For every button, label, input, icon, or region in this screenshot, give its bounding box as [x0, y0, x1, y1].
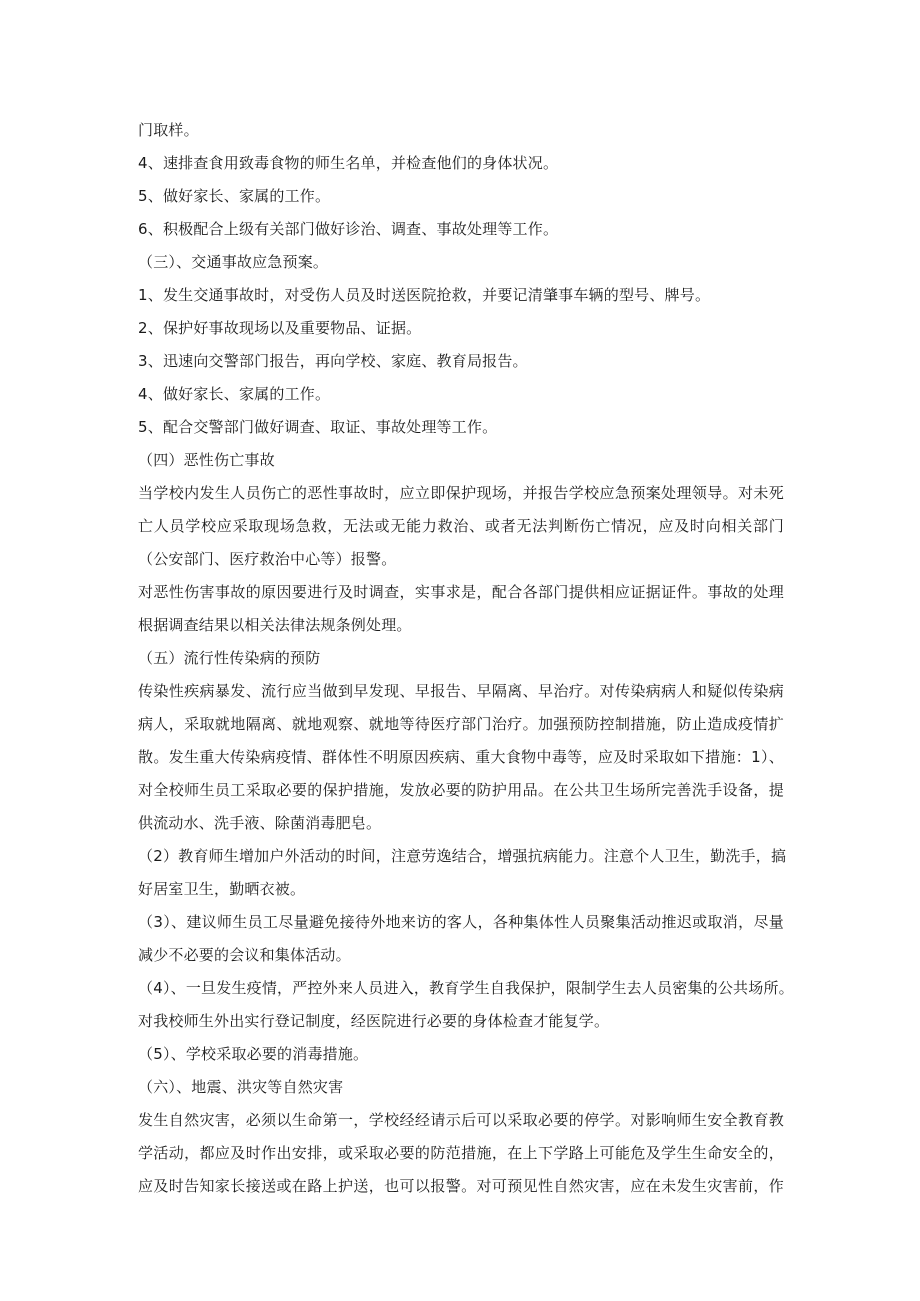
text-line: 4、速排查食用致毒食物的师生名单，并检查他们的身体状况。	[138, 154, 559, 172]
section-heading: （四）恶性伤亡事故	[138, 451, 275, 469]
section-heading: （三）、交通事故应急预案。	[138, 253, 329, 271]
text-line: 学活动，都应及时作出安排，或采取必要的防范措施，在上下学路上可能危及学生生命安全的，	[138, 1144, 784, 1162]
text-line: 应及时告知家长接送或在路上护送，也可以报警。对可预见性自然灾害，应在未发生灾害前，作	[138, 1177, 784, 1195]
text-line: 4、做好家长、家属的工作。	[138, 385, 331, 403]
text-line: 根据调查结果以相关法律法规条例处理。	[138, 616, 412, 634]
text-line: 对我校师生外出实行登记制度，经医院进行必要的身体检查才能复学。	[138, 1012, 610, 1030]
text-line: 6、积极配合上级有关部门做好诊治、调查、事故处理等工作。	[138, 220, 559, 238]
text-line: 3、迅速向交警部门报告，再向学校、家庭、教育局报告。	[138, 352, 528, 370]
text-line: （4）、一旦发生疫情，严控外来人员进入，教育学生自我保护，限制学生去人员密集的公共场所。	[138, 979, 794, 997]
text-line: 当学校内发生人员伤亡的恶性事故时，应立即保护现场，并报告学校应急预案处理领导。对未死	[138, 484, 784, 502]
text-line: 对恶性伤害事故的原因要进行及时调查，实事求是，配合各部门提供相应证据证件。事故的处理	[138, 583, 784, 601]
text-line: 好居室卫生，勤晒衣被。	[138, 880, 306, 898]
text-line: 传染性疾病暴发、流行应当做到早发现、早报告、早隔离、早治疗。对传染病病人和疑似传染病	[138, 682, 784, 700]
section-heading: （五）流行性传染病的预防	[138, 649, 321, 667]
text-line: 发生自然灾害，必须以生命第一，学校经经请示后可以采取必要的停学。对影响师生安全教育教	[138, 1111, 784, 1129]
text-line: 门取样。	[138, 121, 199, 139]
text-line: （2）教育师生增加户外活动的时间，注意劳逸结合，增强抗病能力。注意个人卫生，勤洗手，搞	[138, 847, 787, 865]
text-line: 5、做好家长、家属的工作。	[138, 187, 331, 205]
text-line: 5、配合交警部门做好调查、取证、事故处理等工作。	[138, 418, 498, 436]
text-line: 1、发生交通事故时，对受伤人员及时送医院抢救，并要记清肇事车辆的型号、牌号。	[138, 286, 711, 304]
text-line: （公安部门、医疗救治中心等）报警。	[138, 550, 397, 568]
text-line: （3）、建议师生员工尽量避免接待外地来访的客人，各种集体性人员聚集活动推迟或取消，尽量	[138, 913, 784, 931]
text-line: 2、保护好事故现场以及重要物品、证据。	[138, 319, 422, 337]
text-line: 减少不必要的会议和集体活动。	[138, 946, 351, 964]
text-line: 散。发生重大传染病疫情、群体性不明原因疾病、重大食物中毒等，应及时采取如下措施：1）、	[138, 748, 784, 766]
text-line: 病人，采取就地隔离、就地观察、就地等待医疗部门治疗。加强预防控制措施，防止造成疫情扩	[138, 715, 784, 733]
section-heading: （六）、地震、洪灾等自然灾害	[138, 1078, 344, 1096]
text-line: 亡人员学校应采取现场急救，无法或无能力救治、或者无法判断伤亡情况，应及时向相关部门	[138, 517, 784, 535]
text-line: （5）、学校采取必要的消毒措施。	[138, 1045, 369, 1063]
text-line: 对全校师生员工采取必要的保护措施，发放必要的防护用品。在公共卫生场所完善洗手设备，提	[138, 781, 784, 799]
text-line: 供流动水、洗手液、除菌消毒肥皂。	[138, 814, 382, 832]
